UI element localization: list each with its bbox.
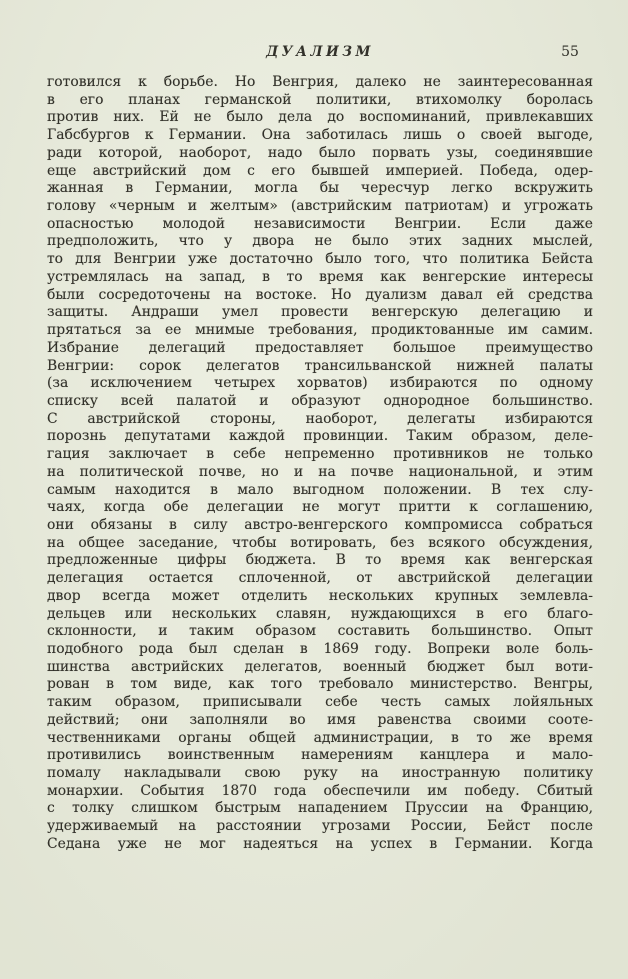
text-line: противились воинственным намерениям канцлера и мало- [47, 747, 593, 764]
page-number: 55 [561, 44, 579, 60]
text-line: ради которой, наоборот, надо было порвать узы, соединявшие [47, 144, 593, 161]
text-line: защиты. Андраши умел провести венгерскую делегацию и [47, 304, 593, 321]
text-line: на политической почве, но и на почве национальной, и этим [47, 463, 593, 480]
text-line: то для Венгрии уже достаточно было того, что политика Бейста [47, 251, 593, 268]
text-line: предложенные цифры бюджета. В то время как венгерская [47, 552, 593, 569]
text-line: монархии. События 1870 года обеспечили им победу. Сбитый [47, 782, 593, 799]
text-line: (за исключением четырех хорватов) избираются по одному [47, 375, 593, 392]
text-line: на общее заседание, чтобы вотировать, без всякого обсуждения, [47, 534, 593, 551]
text-line: порознь депутатами каждой провинции. Таким образом, деле- [47, 428, 593, 445]
running-head-title: ДУАЛИЗМ [266, 44, 374, 60]
text-line: действий; они заполняли во имя равенства своими сооте- [47, 711, 593, 728]
page-header [47, 44, 593, 62]
text-line: чественниками органы общей администрации, в то же время [47, 729, 593, 746]
text-line: Венгрии: сорок делегатов трансильванской нижней палаты [47, 357, 593, 374]
text-line: голову «черным и желтым» (австрийским патриотам) и угрожать [47, 198, 593, 215]
text-line: удерживаемый на расстоянии угрозами России, Бейст после [47, 818, 593, 835]
text-line: опасностью молодой независимости Венгрии. Если даже [47, 215, 593, 232]
text-line: в его планах германской политики, втихомолку боролась [47, 91, 593, 108]
text-line: устремлялась на запад, в то время как венгерские интересы [47, 268, 593, 285]
text-line: еще австрийский дом с его бывшей империей. Победа, одер- [47, 162, 593, 179]
text-line: чаях, когда обе делегации не могут притти к соглашению, [47, 499, 593, 516]
text-line: с толку слишком быстрым нападением Пруссии на Францию, [47, 800, 593, 817]
text-line: Седана уже не мог надеяться на успех в Германии. Когда [47, 835, 593, 852]
text-line: готовился к борьбе. Но Венгрия, далеко не заинтересованная [47, 74, 593, 90]
text-line: делегация остается сплоченной, от австрийской делегации [47, 570, 593, 587]
text-line: против них. Ей не было дела до воспоминаний, привлекавших [47, 109, 593, 126]
text-line: двор всегда может отделить нескольких крупных землевла- [47, 587, 593, 604]
text-line: гация заключает в себе непременно противников не только [47, 446, 593, 463]
text-line: дельцев или нескольких славян, нуждающихся в его благо- [47, 605, 593, 622]
text-line: они обязаны в силу австро-венгерского компромисса собраться [47, 516, 593, 533]
text-line: шинства австрийских делегатов, военный бюджет был воти- [47, 658, 593, 675]
text-line: склонности, и таким образом составить большинство. Опыт [47, 623, 593, 640]
text-line: помалу накладывали свою руку на иностранную политику [47, 765, 593, 782]
text-line: самым находится в мало выгодном положении. В тех слу- [47, 481, 593, 498]
text-line: рован в том виде, как того требовало министерство. Венгры, [47, 676, 593, 693]
text-line: были сосредоточены на востоке. Но дуализм давал ей средства [47, 286, 593, 303]
body-text [47, 74, 593, 854]
text-line: прятаться за ее мнимые требования, продиктованные им самим. [47, 322, 593, 339]
text-line: списку всей палатой и образуют однородное большинство. [47, 392, 593, 409]
text-line: подобного рода был сделан в 1869 году. Вопреки воле боль- [47, 641, 593, 657]
text-line: предположить, что у двора не было этих задних мыслей, [47, 233, 593, 250]
text-line: таким образом, приписывали себе честь самых лойяльных [47, 694, 593, 711]
text-line: жанная в Германии, могла бы чересчур легко вскружить [47, 180, 593, 197]
text-line: Избрание делегаций предоставляет большое преимущество [47, 339, 593, 356]
text-line: С австрийской стороны, наоборот, делегаты избираются [47, 410, 593, 427]
text-line: Габсбургов к Германии. Она заботилась лишь о своей выгоде, [47, 127, 593, 144]
